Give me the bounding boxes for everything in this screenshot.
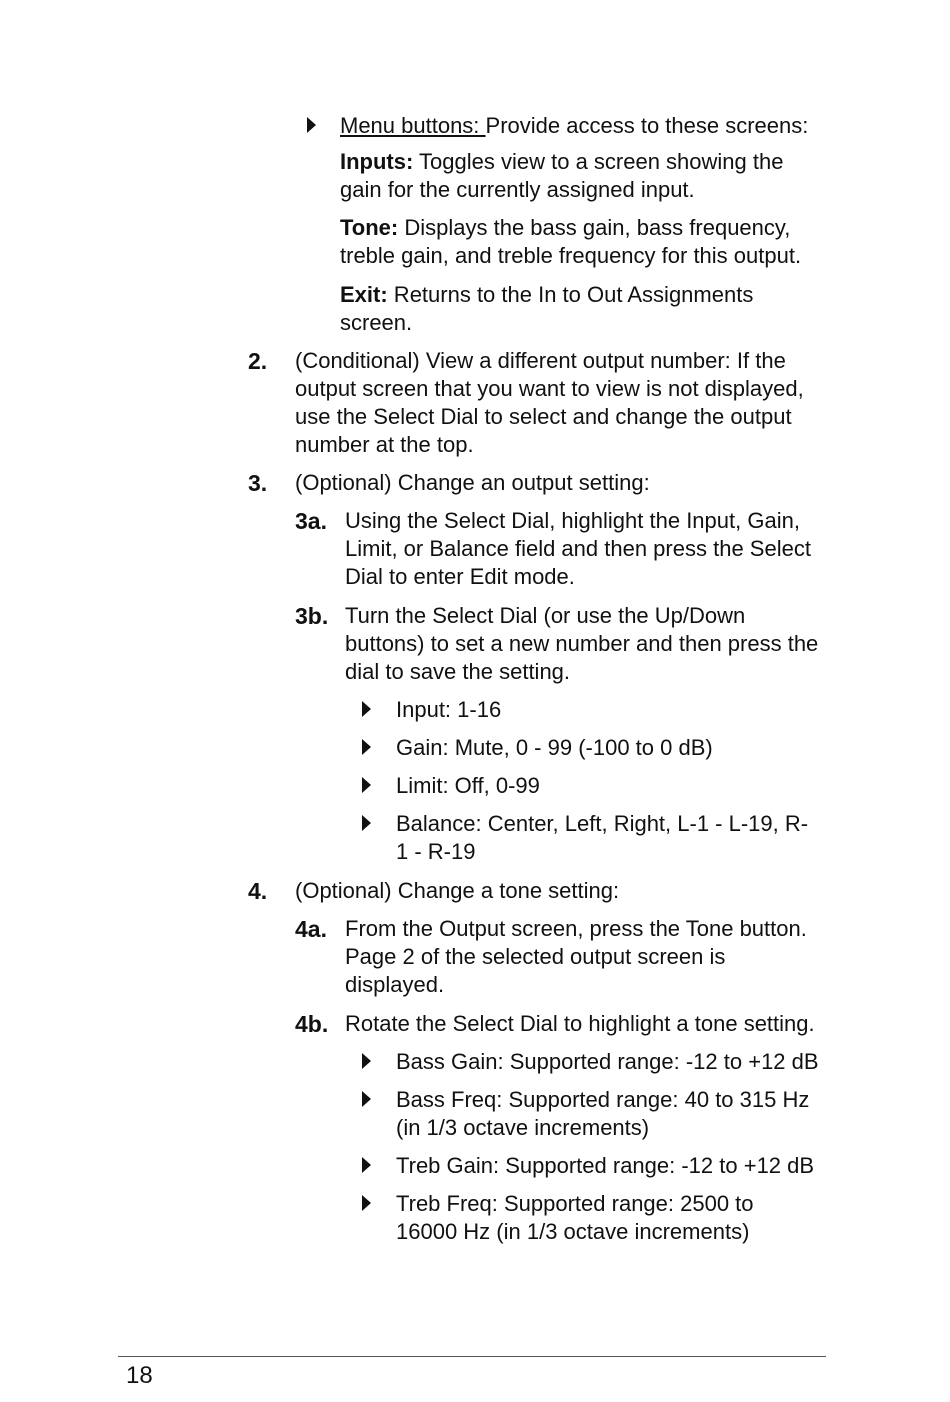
bullet-triangle-icon — [362, 1053, 371, 1069]
page-number: 18 — [126, 1362, 153, 1389]
exit-line-2: screen. — [340, 310, 413, 335]
step-2-text — [295, 347, 804, 459]
step-2-line: use the Select Dial to select and change the output — [295, 404, 792, 429]
tone-label: Tone: — [340, 215, 399, 240]
step-4a-label: 4a. — [295, 916, 327, 942]
step-3b-line: Turn the Select Dial (or use the Up/Down — [345, 603, 746, 628]
exit-description — [340, 281, 753, 337]
inputs-description — [340, 148, 783, 204]
step-3b-line: dial to save the setting. — [345, 659, 571, 684]
bullet-balance — [396, 810, 808, 866]
step-4-text: (Optional) Change a tone setting: — [295, 878, 620, 903]
step-3a-label: 3a. — [295, 508, 327, 534]
bullet-triangle-icon — [362, 1091, 371, 1107]
step-4-number: 4. — [248, 878, 268, 904]
step-3-number: 3. — [248, 470, 268, 496]
step-3b-line: buttons) to set a new number and then press the — [345, 631, 819, 656]
bullet-triangle-icon — [362, 777, 371, 793]
bullet-bass-freq — [396, 1086, 809, 1142]
step-4a-text — [345, 915, 807, 999]
inputs-label: Inputs: — [340, 149, 414, 174]
step-3a-line: Limit, or Balance field and then press the Select — [345, 536, 811, 561]
step-2-number: 2. — [248, 348, 268, 374]
inputs-line-1: Toggles view to a screen showing the — [413, 149, 784, 174]
step-2-line: (Conditional) View a different output number: If the — [295, 348, 786, 373]
exit-label: Exit: — [340, 282, 388, 307]
bullet-balance-line: Balance: Center, Left, Right, L-1 - L-19, R- — [396, 811, 809, 836]
bullet-triangle-icon — [362, 815, 371, 831]
bullet-bass-gain: Bass Gain: Supported range: -12 to +12 dB — [396, 1049, 819, 1074]
step-3b-label: 3b. — [295, 603, 329, 629]
step-4b-text: Rotate the Select Dial to highlight a tone setting. — [345, 1011, 815, 1036]
bullet-balance-line: 1 - R-19 — [396, 839, 476, 864]
menu-buttons-label: Menu buttons: — [340, 113, 486, 138]
step-2-line: output screen that you want to view is not displayed, — [295, 376, 804, 401]
bullet-treb-freq — [396, 1190, 754, 1246]
step-4a-line: displayed. — [345, 972, 445, 997]
tone-line-2: treble gain, and treble frequency for this output. — [340, 243, 802, 268]
bullet-bass-freq-line: Bass Freq: Supported range: 40 to 315 Hz — [396, 1087, 810, 1112]
step-3-text: (Optional) Change an output setting: — [295, 470, 650, 495]
inputs-line-2: gain for the currently assigned input. — [340, 177, 695, 202]
bullet-limit: Limit: Off, 0-99 — [396, 773, 540, 798]
step-4a-line: From the Output screen, press the Tone button. — [345, 916, 807, 941]
exit-line-1: Returns to the In to Out Assignments — [387, 282, 754, 307]
bullet-treb-freq-line: 16000 Hz (in 1/3 octave increments) — [396, 1219, 750, 1244]
step-4b-label: 4b. — [295, 1011, 329, 1037]
bullet-bass-freq-line: (in 1/3 octave increments) — [396, 1115, 650, 1140]
tone-description — [340, 214, 801, 270]
tone-line-1: Displays the bass gain, bass frequency, — [398, 215, 791, 240]
step-2-line: number at the top. — [295, 432, 474, 457]
bullet-triangle-icon — [307, 117, 316, 133]
step-3a-line: Using the Select Dial, highlight the Input, Gain, — [345, 508, 800, 533]
step-4a-line: Page 2 of the selected output screen is — [345, 944, 726, 969]
bullet-triangle-icon — [362, 739, 371, 755]
footer-rule — [118, 1356, 826, 1357]
menu-buttons-intro — [340, 112, 808, 140]
step-3a-text — [345, 507, 811, 591]
bullet-triangle-icon — [362, 701, 371, 717]
bullet-triangle-icon — [362, 1195, 371, 1211]
bullet-treb-freq-line: Treb Freq: Supported range: 2500 to — [396, 1191, 754, 1216]
bullet-triangle-icon — [362, 1157, 371, 1173]
bullet-treb-gain: Treb Gain: Supported range: -12 to +12 dB — [396, 1153, 815, 1178]
bullet-input: Input: 1-16 — [396, 697, 502, 722]
bullet-gain: Gain: Mute, 0 - 99 (-100 to 0 dB) — [396, 735, 713, 760]
menu-buttons-text: Provide access to these screens: — [485, 113, 809, 138]
step-3b-text — [345, 602, 818, 686]
step-3a-line: Dial to enter Edit mode. — [345, 564, 575, 589]
